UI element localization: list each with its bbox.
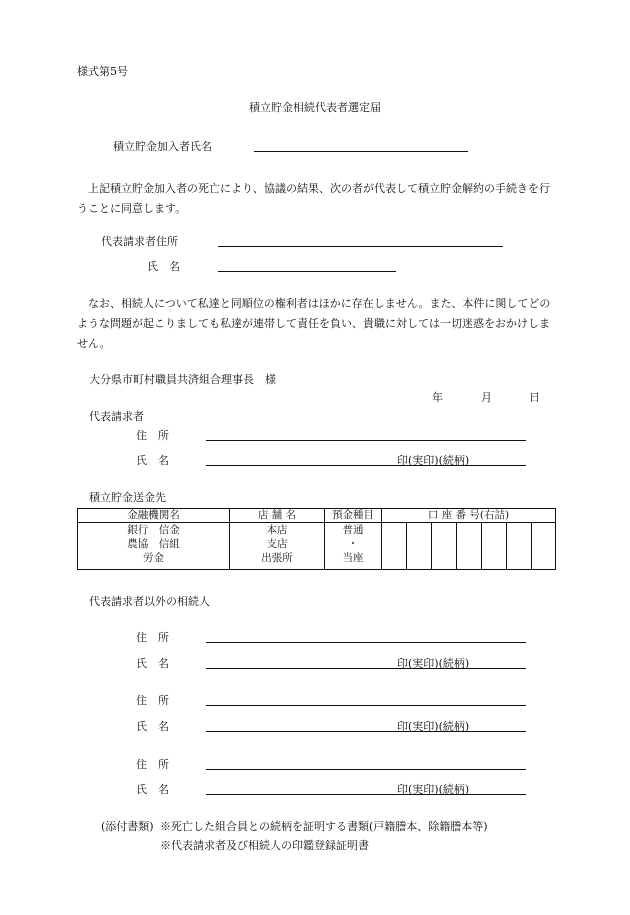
- branch-option: 支店: [266, 538, 288, 550]
- intro-paragraph: 上記積立貯金加入者の死亡により、協議の結果、次の者が代表して積立貯金解約の手続きを行うことに同意します。: [77, 182, 550, 215]
- rep-name-label: 氏 名: [147, 260, 180, 273]
- representative-name-label: 氏 名: [136, 454, 169, 467]
- account-digit-cell[interactable]: [482, 523, 507, 570]
- declaration-paragraph: なお、相続人について私達と同順位の権利者はほかに存在しません。また、本件に関してどのような問題が起こりましても私達が連帯して責任を負い、貴職に対しては一切迷惑をおかけしません。: [77, 297, 551, 350]
- institution-option: 農協 信組: [127, 538, 180, 550]
- attachment-item-2: ※代表請求者及び相続人の印鑑登録証明書: [160, 839, 369, 852]
- rep-name-field[interactable]: [218, 271, 396, 272]
- institution-cell[interactable]: [78, 523, 230, 570]
- heir-1-name-field[interactable]: [206, 668, 526, 669]
- institution-option: 労金: [143, 552, 164, 564]
- heir-name-label: 氏 名: [136, 783, 169, 796]
- remittance-table: [77, 508, 556, 570]
- representative-address-field[interactable]: [206, 440, 526, 441]
- heir-3-seal-note: 印(実印)(続柄): [397, 783, 470, 796]
- member-name-label: 積立貯金加入者氏名: [113, 140, 212, 153]
- heir-address-label: 住 所: [136, 758, 169, 771]
- account-digit-cell[interactable]: [407, 523, 432, 570]
- deposit-option: 普通: [342, 524, 364, 536]
- header-account-number: 口 座 番 号(右詰): [382, 509, 556, 523]
- header-branch: 店 舗 名: [230, 509, 325, 523]
- deposit-option: 当座: [342, 552, 364, 564]
- date-day-label: 日: [529, 391, 540, 404]
- representative-address-label: 住 所: [136, 429, 169, 442]
- heir-name-label: 氏 名: [136, 657, 169, 670]
- account-digit-cell[interactable]: [382, 523, 407, 570]
- account-digit-cell[interactable]: [457, 523, 482, 570]
- account-digit-cell[interactable]: [532, 523, 556, 570]
- representative-seal-note: 印(実印)(続柄): [397, 454, 470, 467]
- heir-2-name-field[interactable]: [206, 731, 526, 732]
- form-number: 様式第5号: [77, 65, 128, 78]
- rep-address-field[interactable]: [218, 246, 503, 247]
- member-name-field[interactable]: [254, 151, 468, 152]
- addressee: 大分県市町村職員共済組合理事長 様: [89, 373, 276, 386]
- heir-2-seal-note: 印(実印)(続柄): [397, 720, 470, 733]
- date-month-label: 月: [481, 391, 492, 404]
- account-digit-cell[interactable]: [432, 523, 457, 570]
- representative-name-field[interactable]: [206, 465, 526, 466]
- heir-address-label: 住 所: [136, 694, 169, 707]
- account-digit-cell[interactable]: [507, 523, 532, 570]
- institution-option: 銀行 信金: [127, 524, 180, 536]
- representative-heading: 代表請求者: [89, 410, 144, 423]
- attachment-item-1: ※死亡した組合員との続柄を証明する書類(戸籍謄本、除籍謄本等): [160, 820, 488, 833]
- deposit-type-cell[interactable]: [325, 523, 382, 570]
- branch-option: 出張所: [261, 552, 293, 564]
- header-deposit-type: 預金種目: [325, 509, 382, 523]
- branch-cell[interactable]: [230, 523, 325, 570]
- branch-option: 本店: [266, 524, 288, 536]
- heir-1-address-field[interactable]: [206, 642, 526, 643]
- heir-3-address-field[interactable]: [206, 769, 526, 770]
- remittance-heading: 積立貯金送金先: [89, 491, 166, 504]
- attachments-label: (添付書類): [101, 820, 154, 833]
- heir-1-seal-note: 印(実印)(続柄): [397, 657, 470, 670]
- heir-2-address-field[interactable]: [206, 705, 526, 706]
- form-title: 積立貯金相続代表者選定届: [249, 101, 381, 114]
- heir-3-name-field[interactable]: [206, 794, 526, 795]
- other-heirs-heading: 代表請求者以外の相続人: [89, 595, 210, 608]
- rep-address-label: 代表請求者住所: [101, 235, 178, 248]
- deposit-option: ・: [347, 538, 359, 550]
- date-year-label: 年: [432, 391, 443, 404]
- header-institution: 金融機関名: [78, 509, 230, 523]
- heir-name-label: 氏 名: [136, 720, 169, 733]
- heir-address-label: 住 所: [136, 631, 169, 644]
